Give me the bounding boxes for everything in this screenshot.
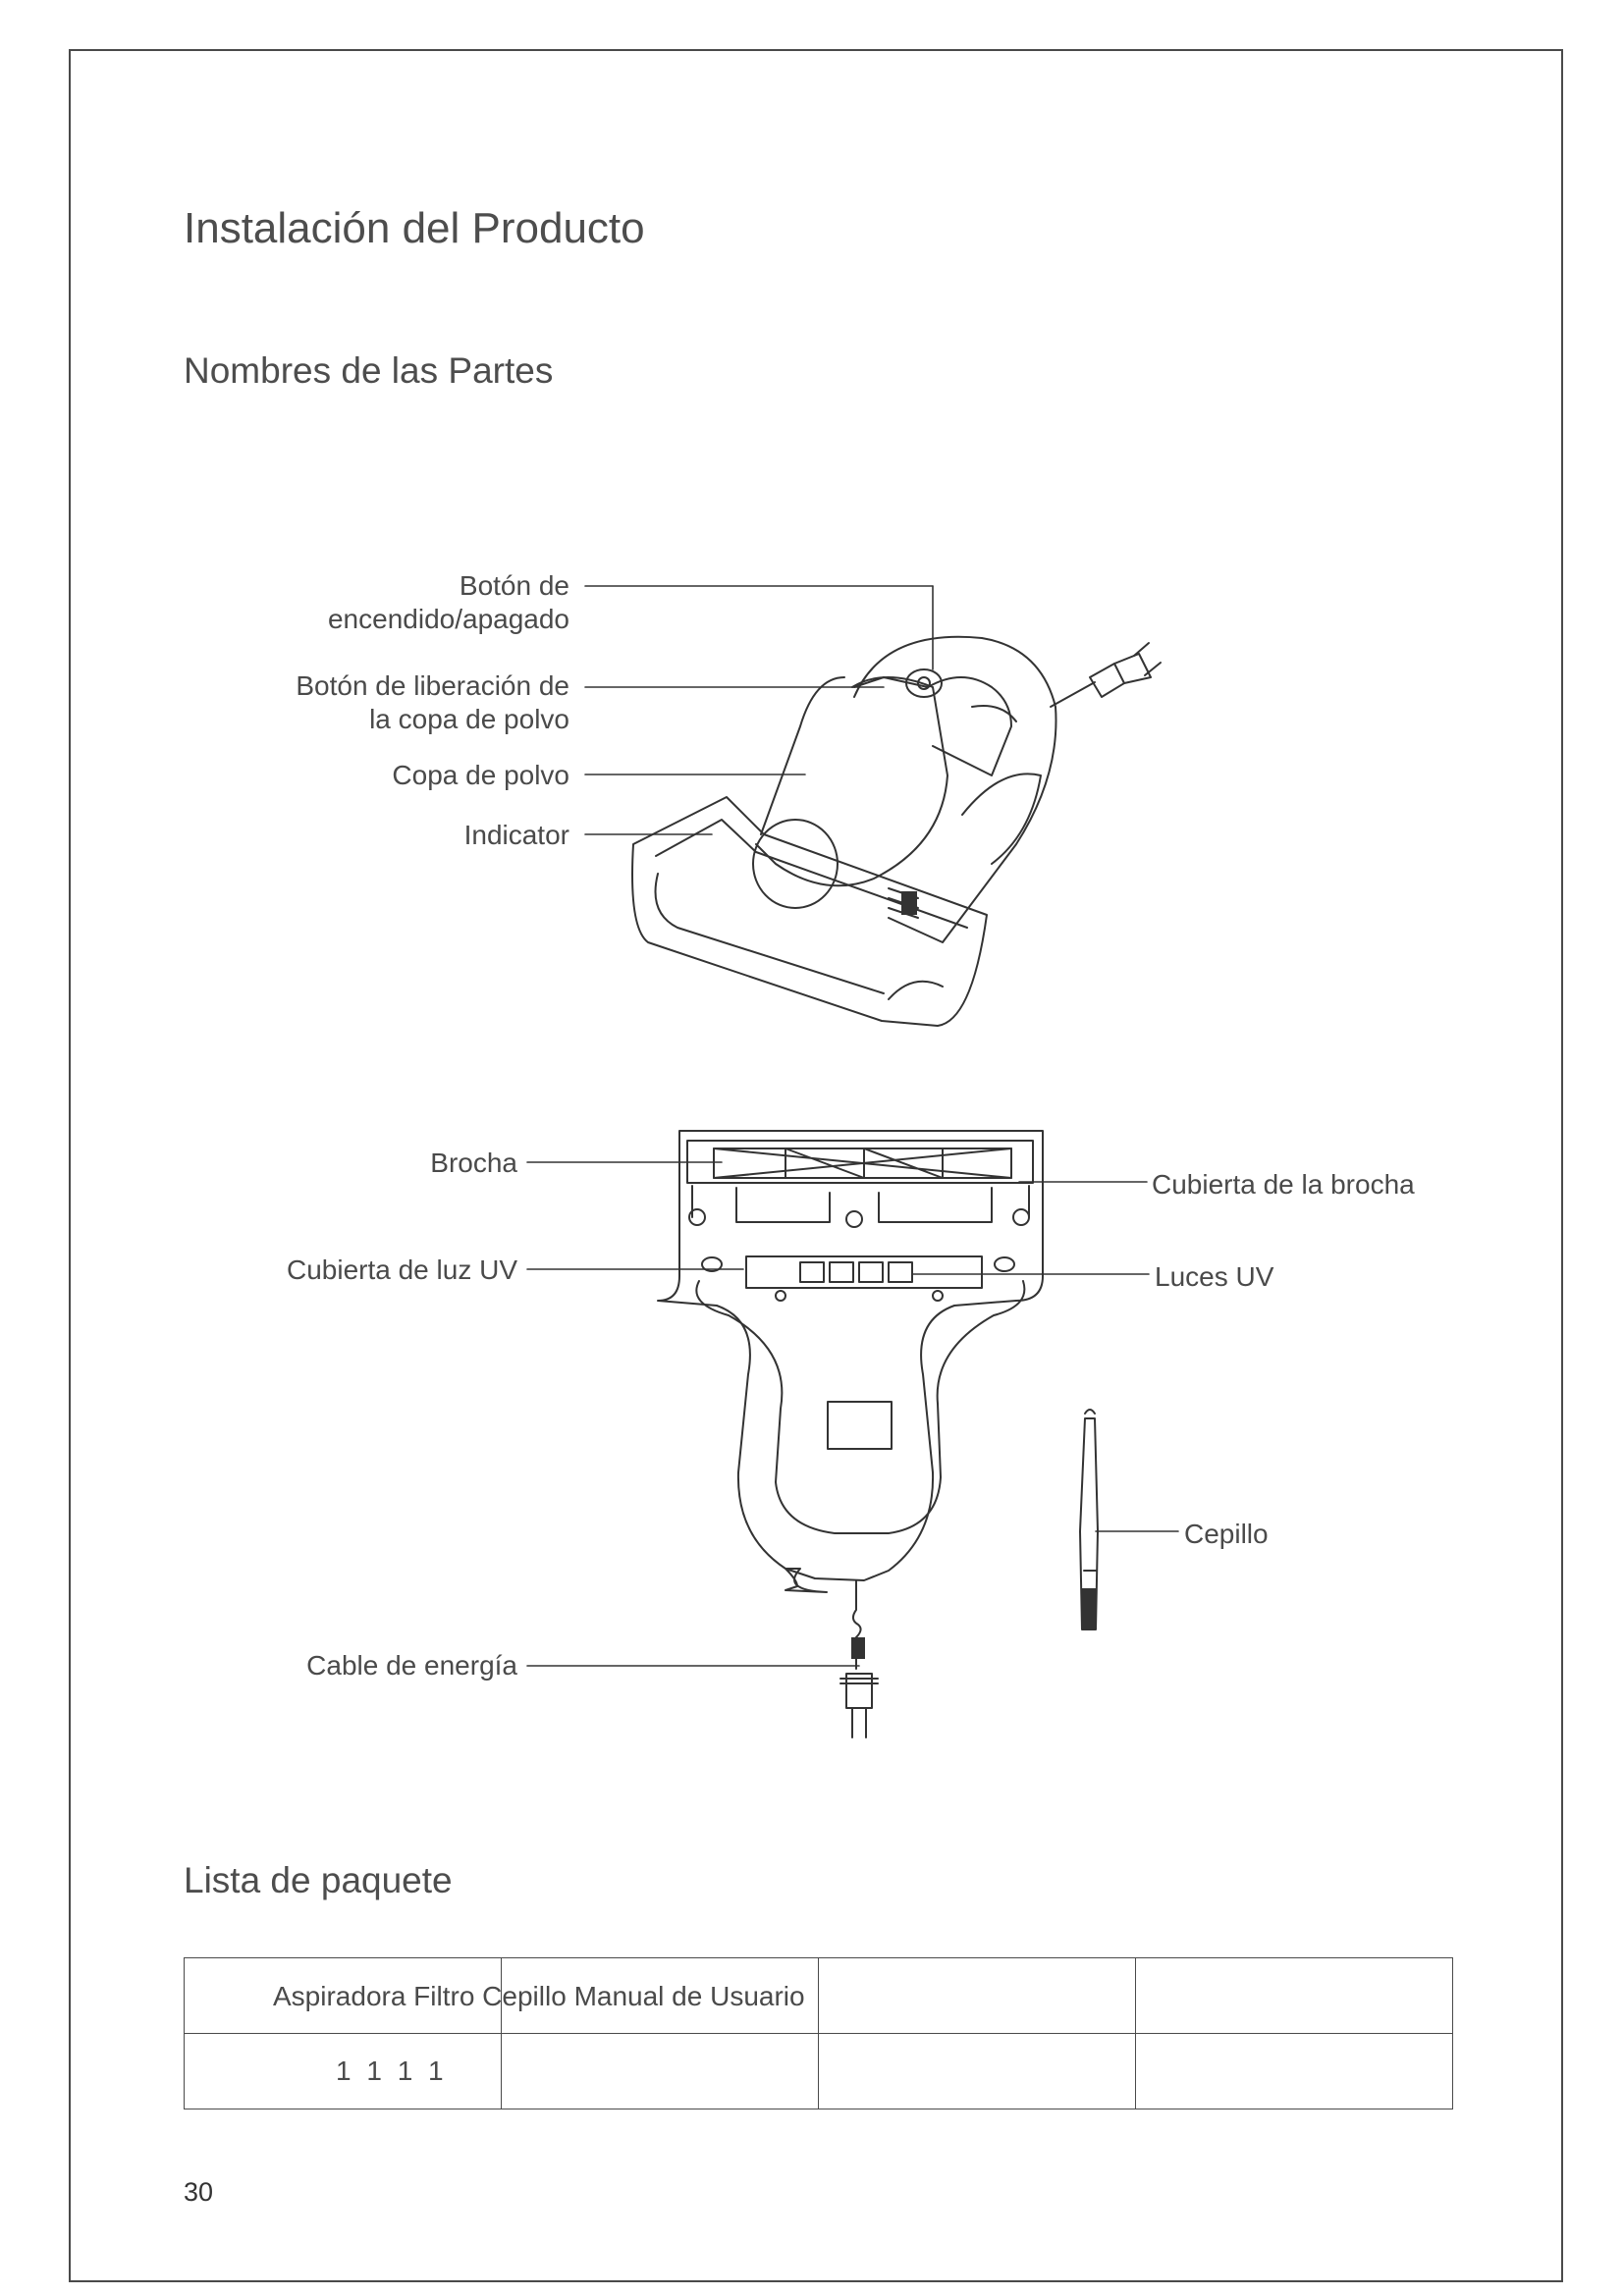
label-indicator: Indicator bbox=[463, 820, 569, 850]
table-cell bbox=[502, 2034, 819, 2109]
label-cup-release-line1: Botón de liberación de bbox=[296, 670, 569, 701]
table-cell bbox=[1136, 1958, 1453, 2034]
package-heading: Lista de paquete bbox=[184, 1860, 453, 1900]
parts-heading: Nombres de las Partes bbox=[184, 350, 554, 391]
label-power-button-line2: encendido/apagado bbox=[327, 604, 569, 634]
page-title: Instalación del Producto bbox=[184, 204, 645, 252]
label-power-button bbox=[328, 569, 569, 636]
label-power-cable: Cable de energía bbox=[306, 1650, 517, 1681]
label-brush-cover: Cubierta de la brocha bbox=[1152, 1169, 1415, 1200]
label-cup-release-line2: la copa de polvo bbox=[369, 704, 569, 734]
package-quantities-text: 1 1 1 1 bbox=[336, 2056, 448, 2086]
table-cell bbox=[1136, 2034, 1453, 2109]
label-dust-cup: Copa de polvo bbox=[392, 760, 569, 790]
label-cup-release bbox=[296, 669, 569, 736]
table-cell bbox=[819, 1958, 1136, 2034]
page-number: 30 bbox=[184, 2177, 214, 2207]
package-items-text: Aspiradora Filtro Cepillo Manual de Usuario bbox=[273, 1981, 805, 2011]
table-cell bbox=[819, 2034, 1136, 2109]
label-power-button-line1: Botón de bbox=[459, 570, 569, 601]
label-uv-cover: Cubierta de luz UV bbox=[286, 1255, 517, 1285]
label-uv-lights: Luces UV bbox=[1155, 1261, 1274, 1292]
label-crevice-brush: Cepillo bbox=[1184, 1519, 1269, 1549]
label-brush: Brocha bbox=[430, 1148, 517, 1178]
